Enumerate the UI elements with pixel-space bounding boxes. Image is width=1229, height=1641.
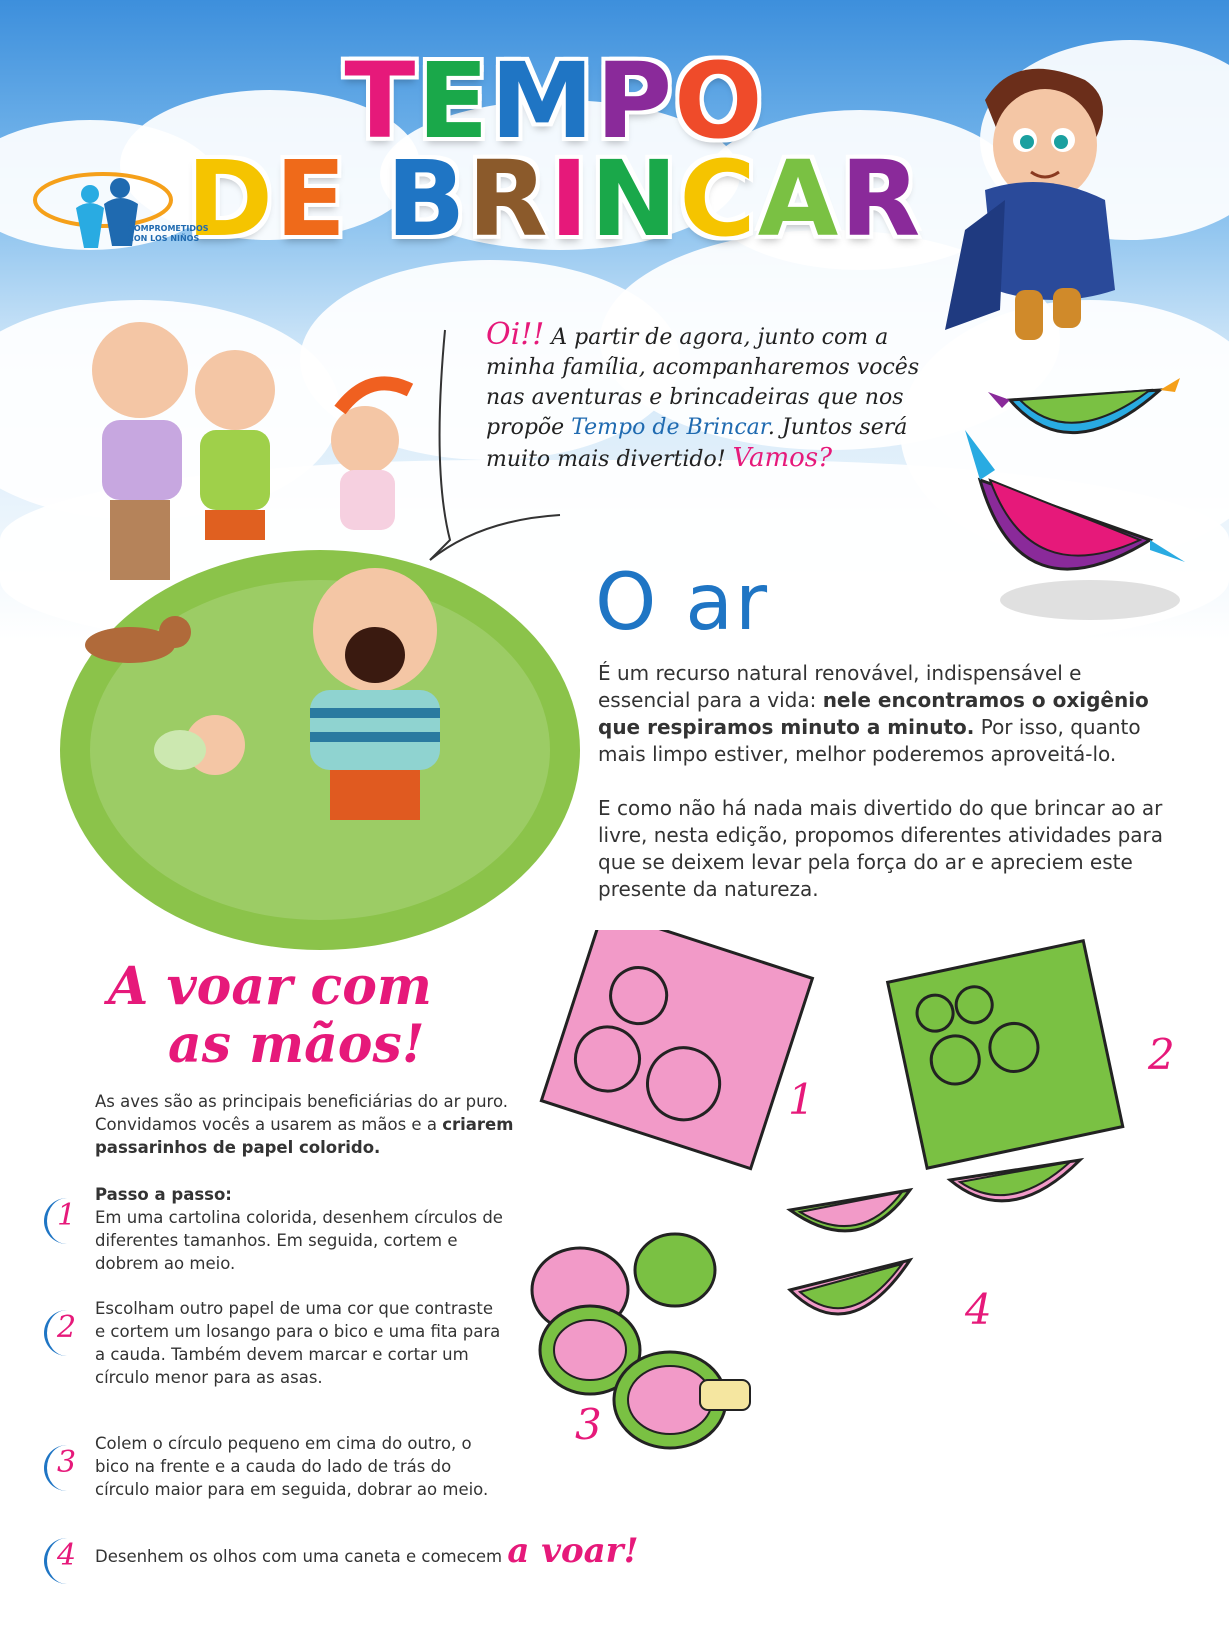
final-highlight: a voar! — [507, 1531, 639, 1571]
speech-text-1: A partir de agora, junto com a minha família, acompanharemos vocês nas aventuras e brincadeiras que nos propõe — [486, 325, 920, 440]
title-line1-letter: E — [417, 40, 491, 162]
steps-title — [95, 1183, 505, 1206]
steps-title-text: Passo a passo: — [95, 1185, 232, 1204]
title-line1-letter: T — [344, 40, 418, 162]
craft-label-4: 4 — [965, 1285, 992, 1334]
title-line2-letter: I — [549, 138, 591, 260]
air-paragraph-1 — [598, 660, 1178, 768]
title-line2-letter: C — [679, 138, 758, 260]
comprometidos-logo — [28, 168, 208, 268]
craft-step-1 — [541, 930, 812, 1169]
craft-label-2: 2 — [1148, 1030, 1175, 1079]
speech-greeting: Oi!! — [486, 317, 545, 352]
hero-character-illustration — [945, 60, 1145, 350]
step-4-text — [95, 1531, 735, 1571]
air-p1-start: É um recurso natural renovável, indispensável e essencial para a vida: — [598, 661, 1082, 712]
craft-label-3: 3 — [575, 1400, 602, 1449]
activity-intro — [95, 1090, 525, 1159]
title-line2-letter: B — [386, 138, 468, 260]
logo-text-line2: CON LOS NIÑOS — [128, 234, 200, 243]
step-number-2: 2 — [44, 1310, 93, 1356]
title-line2-letter: R — [467, 138, 550, 260]
step-number-1: 1 — [44, 1198, 93, 1244]
activity-heading-line2: as mãos! — [168, 1014, 425, 1075]
speech-bubble-text — [486, 317, 956, 475]
section-heading-air: O ar — [595, 558, 770, 648]
craft-steps-illustration — [530, 930, 1220, 1510]
title-line1-letter: O — [674, 40, 765, 162]
speech-text-2: . Juntos será muito mais divertido! — [486, 415, 908, 472]
air-p1-bold: nele encontramos o oxigênio que respiramos minuto a minuto. — [598, 688, 1149, 739]
title-line2-letter: D — [186, 138, 275, 260]
activity-heading — [108, 958, 432, 1074]
title-line1-letter: M — [490, 40, 596, 162]
activity-intro-start: As aves são as principais beneficiárias do ar puro. Convidamos vocês a usarem as mãos e a — [95, 1092, 509, 1134]
title-line2-letter: E — [275, 138, 349, 260]
speech-brand: Tempo de Brincar — [571, 415, 768, 440]
step-1-text: Em uma cartolina colorida, desenhem círculos de diferentes tamanhos. Em seguida, cortem e dobrem ao meio. — [95, 1208, 503, 1273]
air-p1-end: Por isso, quanto mais limpo estiver, melhor poderemos aproveitá-lo. — [598, 715, 1141, 766]
title-line2-letter: N — [590, 138, 680, 260]
title-line2-letter — [348, 138, 386, 260]
craft-step-3 — [532, 1234, 750, 1448]
step-4-text-main: Desenhem os olhos com uma caneta e comecem — [95, 1547, 508, 1566]
title-line2-letter: A — [757, 138, 841, 260]
activity-intro-bold: criarem passarinhos de papel colorido. — [95, 1115, 514, 1157]
step-number-3: 3 — [44, 1445, 93, 1491]
paper-birds-illustration — [960, 370, 1200, 630]
logo-text — [128, 224, 209, 244]
step-2-text: Escolham outro papel de uma cor que contraste e cortem um losango para o bico e uma fita para a cauda. Também devem marcar e cortar um círculo menor para as asas. — [95, 1299, 501, 1387]
craft-step-4 — [790, 1160, 1080, 1314]
air-paragraph-2: E como não há nada mais divertido do que brincar ao ar livre, nesta edição, propomos diferentes atividades para que se deixem levar pela força do ar e apreciem este presente da natureza. — [598, 796, 1163, 901]
step-3-text: Colem o círculo pequeno em cima do outro, o bico na frente e a cauda do lado de trás do círculo maior para em seguida, dobrar ao meio. — [95, 1434, 489, 1499]
speech-closing: Vamos? — [732, 443, 833, 473]
title-line2-letter: R — [840, 138, 923, 260]
logo-text-line1: COMPROMETIDOS — [128, 224, 209, 233]
activity-heading-line1: A voar com — [108, 956, 432, 1017]
step-number-4: 4 — [44, 1538, 93, 1584]
craft-label-1: 1 — [788, 1075, 815, 1124]
craft-step-2 — [888, 941, 1123, 1168]
title-line1-letter: P — [595, 40, 675, 162]
